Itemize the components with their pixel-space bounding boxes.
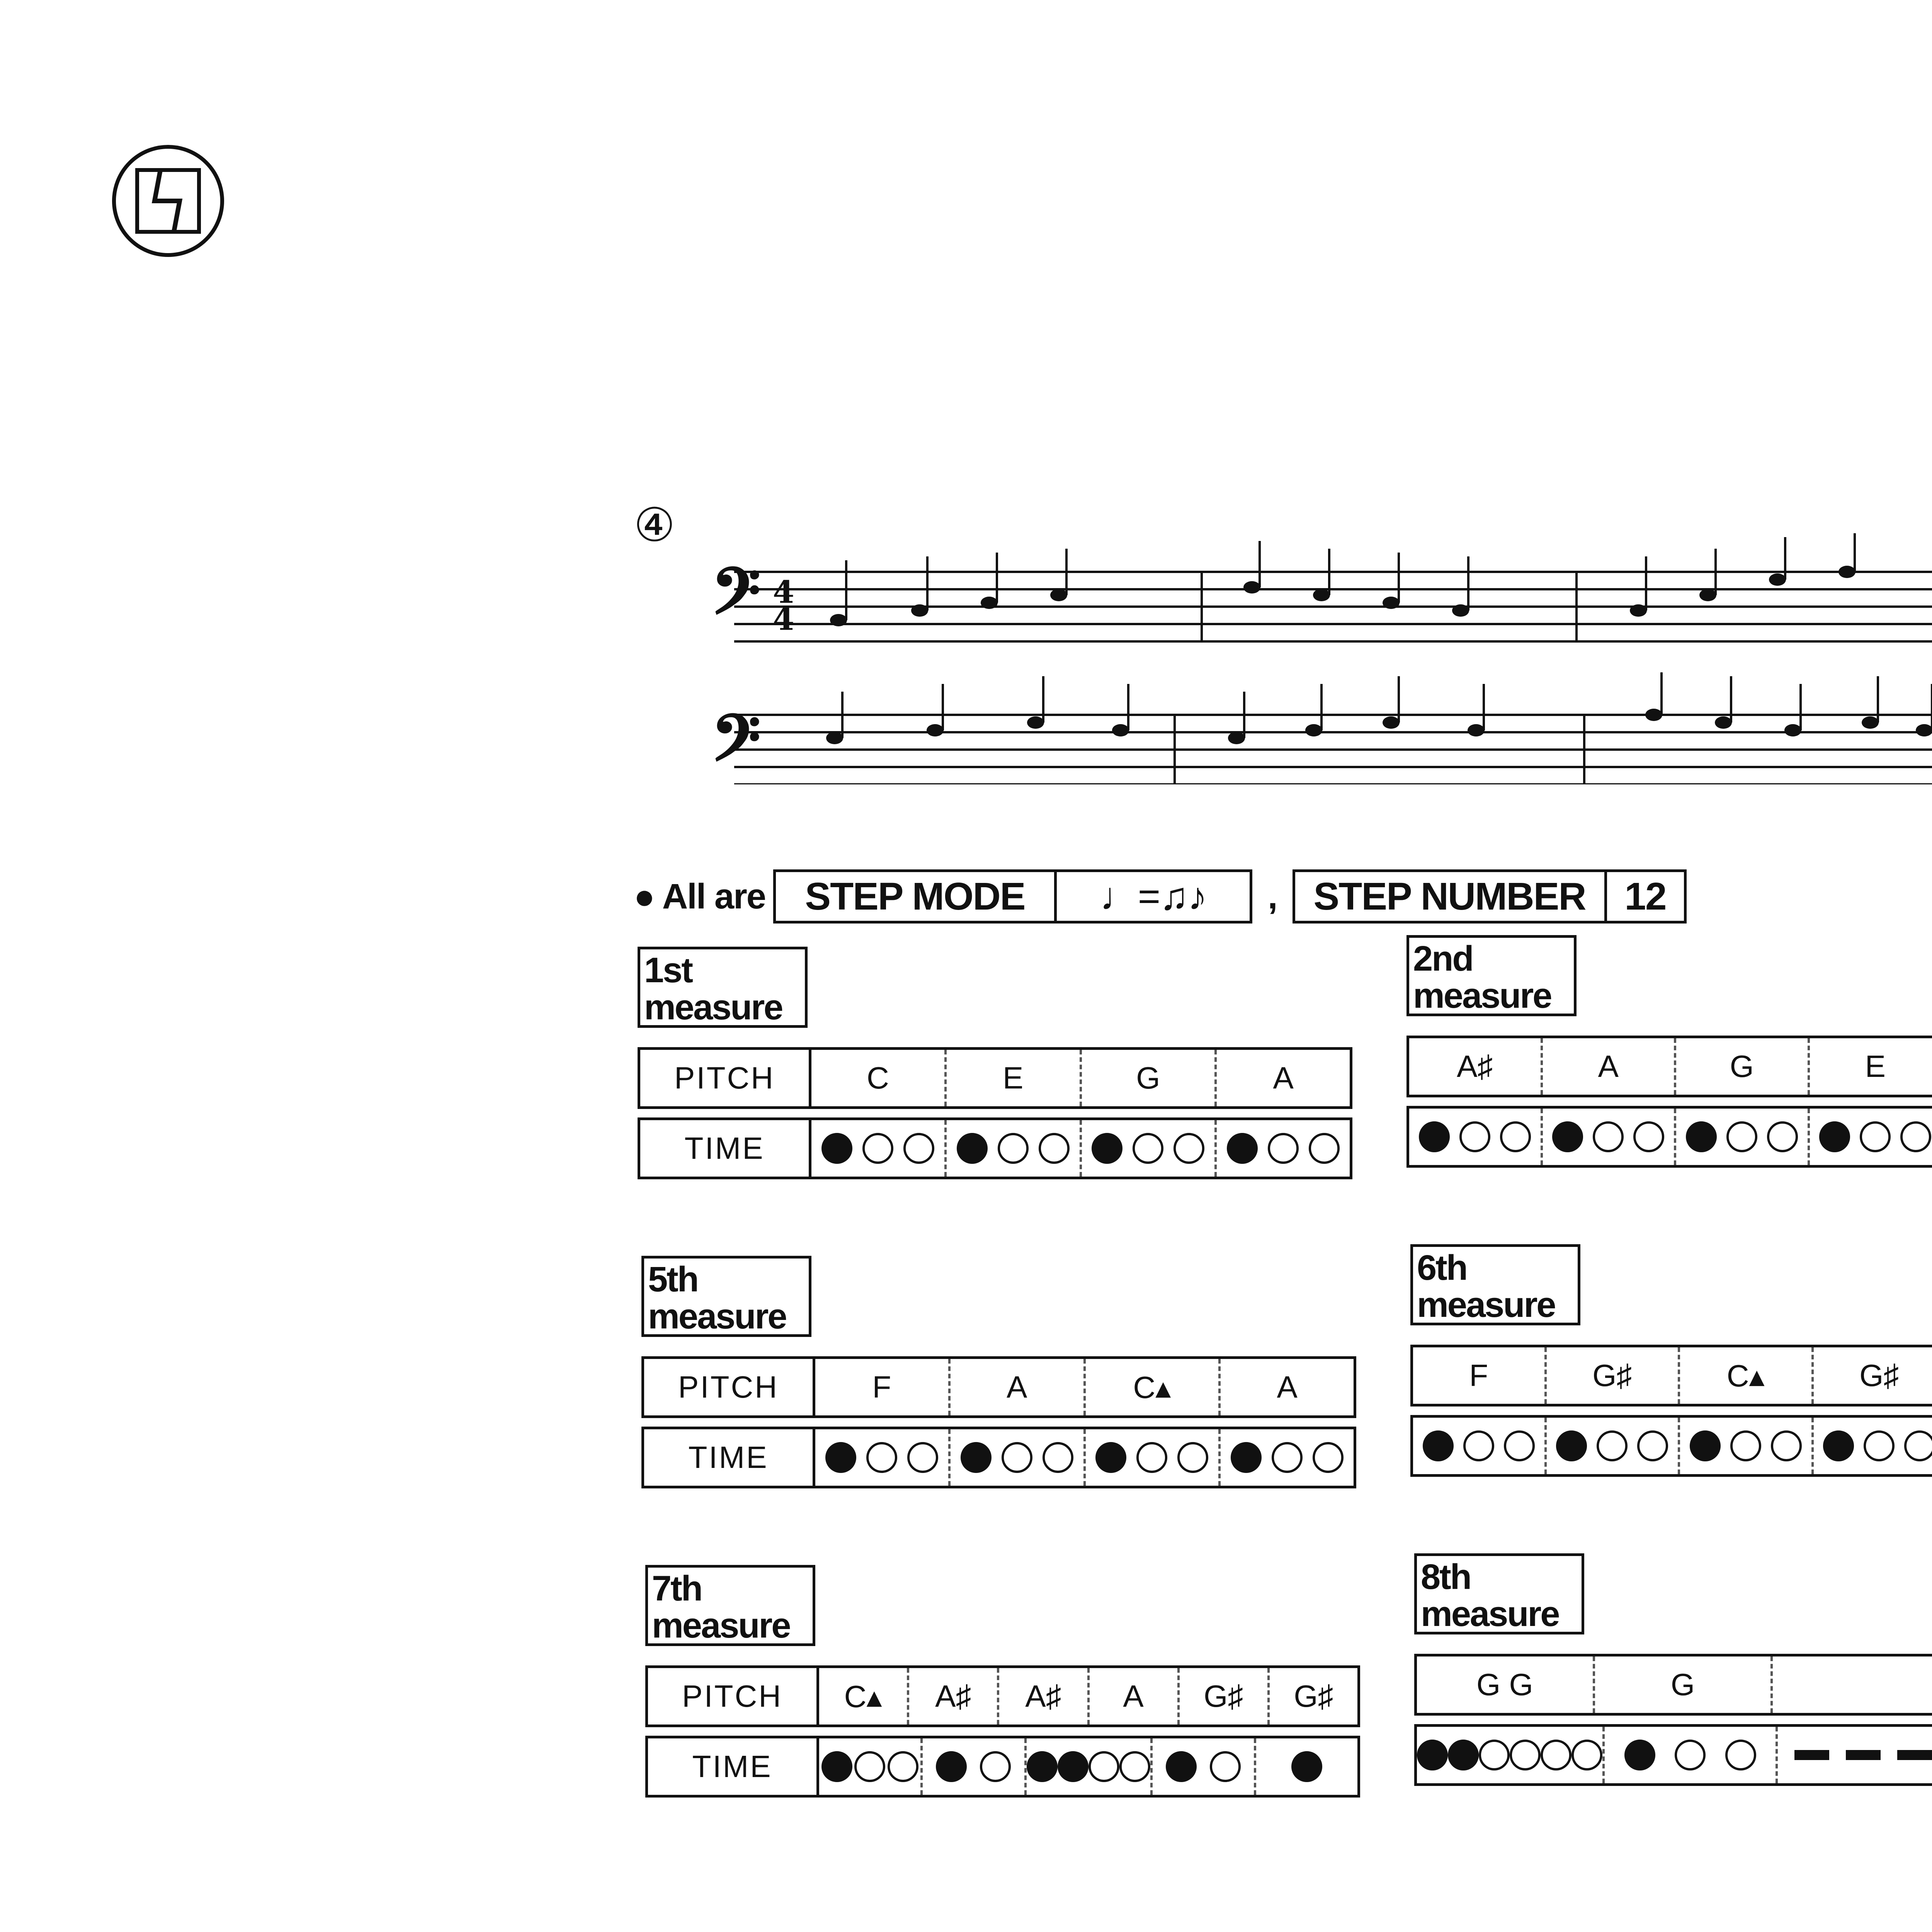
measure-label-word: measure	[652, 1606, 790, 1645]
step-off-dot	[1726, 1121, 1757, 1152]
step-on-dot	[1552, 1121, 1583, 1152]
pitch-cell: G	[1080, 1050, 1215, 1106]
svg-text:4: 4	[773, 574, 794, 610]
step-on-dot	[1419, 1121, 1450, 1152]
time-group	[1218, 1429, 1354, 1486]
pitch-cell: A	[948, 1359, 1083, 1415]
step-off-dot	[1272, 1442, 1303, 1473]
step-off-dot	[1864, 1430, 1895, 1461]
step-off-dot	[1900, 1121, 1931, 1152]
step-off-dot	[980, 1751, 1011, 1782]
pitch-cell: F	[872, 1370, 891, 1404]
step-number-box	[1293, 869, 1687, 923]
time-group	[1541, 1109, 1674, 1165]
step-off-dot	[1904, 1430, 1932, 1461]
step-mode-box	[773, 869, 1252, 923]
step-off-dot	[1633, 1121, 1664, 1152]
pitch-cell: C▴	[1083, 1359, 1219, 1415]
time-row	[645, 1736, 1360, 1798]
step-off-dot	[903, 1133, 934, 1164]
step-on-dot	[1417, 1740, 1448, 1770]
step-on-dot	[1686, 1121, 1717, 1152]
time-group	[948, 1429, 1083, 1486]
measure-label-word: measure	[648, 1297, 786, 1336]
pitch-cell: F	[1469, 1358, 1488, 1393]
svg-text:𝄢: 𝄢	[711, 701, 761, 784]
time-row	[1406, 1106, 1932, 1168]
time-row	[1414, 1724, 1932, 1786]
pitch-cell: C▴	[1678, 1347, 1811, 1404]
step-on-dot	[936, 1751, 967, 1782]
step-mode-label: STEP MODE	[805, 874, 1025, 918]
step-off-dot	[1119, 1751, 1150, 1782]
pitch-cell: A	[1541, 1038, 1674, 1095]
step-on-dot	[1291, 1751, 1322, 1782]
pitch-cell: G	[1593, 1656, 1771, 1713]
pitch-cell	[1770, 1656, 1932, 1713]
time-group	[1811, 1418, 1932, 1474]
step-on-dot	[1095, 1442, 1126, 1473]
measure-label	[1410, 1244, 1580, 1325]
measure-label	[638, 947, 808, 1028]
step-mode-value: ♩=♫♪	[1054, 872, 1250, 921]
pitch-cell: E	[1808, 1038, 1932, 1095]
step-on-dot	[1690, 1430, 1721, 1461]
time-row	[641, 1427, 1356, 1488]
step-off-dot	[854, 1751, 885, 1782]
measure-label	[1414, 1553, 1584, 1634]
step-off-dot	[866, 1442, 897, 1473]
step-on-dot	[1819, 1121, 1850, 1152]
staff-notation	[634, 491, 1932, 784]
pitch-cell: A♯	[1457, 1049, 1493, 1083]
pitch-cell: G♯	[1177, 1668, 1267, 1725]
step-off-dot	[1504, 1430, 1535, 1461]
measure-label	[645, 1565, 815, 1646]
step-on-dot	[1227, 1133, 1258, 1164]
step-off-dot	[998, 1133, 1029, 1164]
measure-label-ordinal: 1st	[644, 951, 692, 990]
time-group	[819, 1738, 920, 1795]
measure-1	[638, 947, 1352, 1188]
step-on-dot	[1027, 1751, 1058, 1782]
step-off-dot	[1210, 1751, 1241, 1782]
step-off-dot	[1268, 1133, 1299, 1164]
time-group	[1254, 1738, 1357, 1795]
pitch-cell: C▴	[844, 1679, 882, 1714]
step-off-dot	[1479, 1740, 1510, 1770]
time-group	[1602, 1727, 1776, 1783]
step-off-dot	[1002, 1442, 1032, 1473]
measure-7	[645, 1565, 1360, 1806]
time-group	[1678, 1418, 1811, 1474]
time-group	[1409, 1109, 1541, 1165]
measure-label	[641, 1256, 811, 1337]
pitch-header: PITCH	[645, 1665, 819, 1727]
measure-6	[1410, 1244, 1932, 1485]
step-off-dot	[1571, 1740, 1602, 1770]
pitch-cell: A♯	[907, 1668, 997, 1725]
pitch-cell: G	[1674, 1038, 1808, 1095]
step-on-dot	[1058, 1751, 1088, 1782]
step-on-dot	[957, 1133, 988, 1164]
time-row	[638, 1117, 1352, 1179]
step-off-dot	[1088, 1751, 1119, 1782]
time-group	[1080, 1120, 1215, 1177]
measure-5	[641, 1256, 1356, 1497]
step-off-dot	[1860, 1121, 1891, 1152]
time-group	[1776, 1727, 1932, 1783]
step-off-dot	[1725, 1740, 1756, 1770]
step-off-dot	[1593, 1121, 1624, 1152]
svg-text:𝄢: 𝄢	[711, 554, 761, 645]
time-group	[920, 1738, 1024, 1795]
step-off-dot	[1177, 1442, 1208, 1473]
time-group	[1808, 1109, 1932, 1165]
pitch-cell: G G	[1476, 1667, 1533, 1702]
time-row	[1410, 1415, 1932, 1477]
time-header: TIME	[638, 1117, 811, 1179]
pitch-cell: G♯	[1267, 1668, 1357, 1725]
time-group	[1674, 1109, 1808, 1165]
score-marker: ④	[634, 499, 675, 551]
time-group	[944, 1120, 1080, 1177]
pitch-cell: E	[944, 1050, 1080, 1106]
step-off-dot	[1463, 1430, 1494, 1461]
step-off-dot	[1459, 1121, 1490, 1152]
pitch-header: PITCH	[638, 1047, 811, 1109]
time-header: TIME	[645, 1736, 819, 1798]
step-on-dot	[1823, 1430, 1854, 1461]
pitch-header: PITCH	[641, 1356, 815, 1418]
measure-2	[1406, 935, 1932, 1176]
time-group	[1214, 1120, 1350, 1177]
step-off-dot	[1133, 1133, 1163, 1164]
step-off-dot	[888, 1751, 918, 1782]
step-on-dot	[821, 1751, 852, 1782]
pitch-cell: C	[866, 1061, 889, 1095]
measure-label-word: measure	[644, 988, 782, 1027]
step-on-dot	[1166, 1751, 1197, 1782]
measure-label-ordinal: 2nd	[1413, 939, 1473, 978]
step-on-dot	[825, 1442, 856, 1473]
time-group	[1150, 1738, 1254, 1795]
step-off-dot	[1637, 1430, 1668, 1461]
step-off-dot	[1039, 1133, 1070, 1164]
step-off-dot	[1043, 1442, 1073, 1473]
step-on-dot	[961, 1442, 992, 1473]
pitch-cell: A	[1214, 1050, 1350, 1106]
measure-label-word: measure	[1421, 1594, 1559, 1634]
step-off-dot	[1771, 1430, 1802, 1461]
step-off-dot	[1173, 1133, 1204, 1164]
header-comma: ,	[1267, 876, 1277, 916]
step-on-dot	[1231, 1442, 1262, 1473]
measure-label-word: measure	[1417, 1285, 1555, 1325]
svg-text:4: 4	[773, 601, 794, 637]
tie-dash	[1794, 1750, 1829, 1760]
measure-label-ordinal: 5th	[648, 1260, 698, 1299]
pitch-cell: G♯	[1544, 1347, 1678, 1404]
pitch-cell: A	[1087, 1668, 1177, 1725]
logo-icon	[110, 143, 226, 259]
step-number-value: 12	[1604, 872, 1684, 921]
step-on-dot	[1423, 1430, 1454, 1461]
measure-label-ordinal: 6th	[1417, 1248, 1467, 1287]
step-on-dot	[1624, 1740, 1655, 1770]
time-group	[1024, 1738, 1150, 1795]
pitch-row	[1406, 1036, 1932, 1097]
step-off-dot	[1767, 1121, 1798, 1152]
pitch-row	[641, 1356, 1356, 1418]
time-group	[1083, 1429, 1219, 1486]
step-off-dot	[1730, 1430, 1761, 1461]
step-number-label: STEP NUMBER	[1313, 874, 1586, 918]
tie-dash	[1897, 1750, 1932, 1760]
time-group	[815, 1429, 948, 1486]
time-group	[1417, 1727, 1602, 1783]
pitch-row	[638, 1047, 1352, 1109]
step-off-dot	[1597, 1430, 1628, 1461]
all-are-label: ● All are	[634, 876, 765, 916]
step-on-dot	[1556, 1430, 1587, 1461]
measure-label-ordinal: 7th	[652, 1569, 702, 1608]
step-off-dot	[862, 1133, 893, 1164]
measure-8	[1414, 1553, 1932, 1794]
step-off-dot	[1675, 1740, 1706, 1770]
step-off-dot	[1510, 1740, 1541, 1770]
time-group	[1413, 1418, 1544, 1474]
measure-label	[1406, 935, 1577, 1016]
step-off-dot	[907, 1442, 938, 1473]
measure-label-ordinal: 8th	[1421, 1557, 1471, 1597]
time-group	[1544, 1418, 1678, 1474]
time-group	[811, 1120, 944, 1177]
step-on-dot	[1448, 1740, 1479, 1770]
time-header: TIME	[641, 1427, 815, 1488]
step-off-dot	[1541, 1740, 1571, 1770]
step-off-dot	[1309, 1133, 1340, 1164]
step-off-dot	[1500, 1121, 1531, 1152]
pitch-cell: A	[1218, 1359, 1354, 1415]
step-on-dot	[1092, 1133, 1122, 1164]
pitch-row	[1410, 1345, 1932, 1406]
music-score	[634, 491, 1932, 784]
pitch-row	[645, 1665, 1360, 1727]
step-off-dot	[1313, 1442, 1344, 1473]
pitch-row	[1414, 1654, 1932, 1716]
tie-dash	[1846, 1750, 1881, 1760]
step-off-dot	[1136, 1442, 1167, 1473]
step-mode-header	[634, 866, 1687, 927]
step-on-dot	[821, 1133, 852, 1164]
pitch-cell: A♯	[997, 1668, 1087, 1725]
measure-label-word: measure	[1413, 976, 1551, 1015]
pitch-cell: G♯	[1811, 1347, 1932, 1404]
